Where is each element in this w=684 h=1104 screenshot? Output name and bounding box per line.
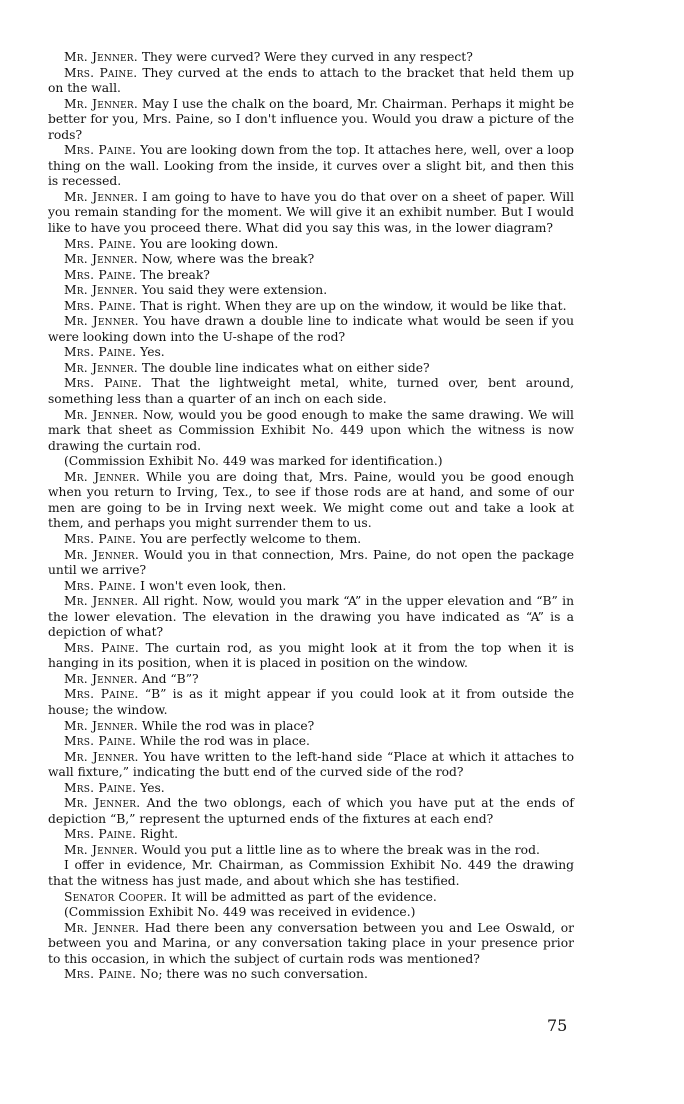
speech: While you are doing that, Mrs. Paine, would you be good enough when you return to Irving, Tex., to see if those rods are at hand, and some of our men are going to be in Irving next week. We might come out and take a look at them, and perhaps you might surrender them to us. [48, 469, 574, 531]
speech: Would you put a little line as to where the break was in the rod. [141, 842, 540, 857]
paragraph [48, 734, 574, 750]
speaker: Mrs. Paine. [64, 827, 137, 842]
paragraph [48, 905, 574, 921]
paragraph [48, 858, 574, 889]
speaker: Mr. Jenner. [64, 671, 138, 686]
speaker: Mrs. Paine. [64, 65, 138, 80]
speaker: Mrs. Paine. [64, 780, 137, 795]
speech: All right. Now, would you mark “A” in the upper elevation and “B” in the lower elevation. The elevation in the drawing you have indicated as “A” is a depiction of what? [48, 594, 574, 640]
speaker: Mr. Jenner. [64, 283, 138, 298]
paragraph [48, 967, 574, 983]
speech: You are perfectly welcome to them. [140, 531, 362, 546]
paragraph [48, 796, 574, 827]
paragraph [48, 827, 574, 843]
speaker: Mrs. Paine. [64, 578, 137, 593]
paragraph [48, 750, 574, 781]
speaker: Mr. Jenner. [64, 252, 138, 267]
paragraph [48, 361, 574, 377]
speaker: Mr. Jenner. [64, 189, 139, 204]
paragraph [48, 252, 574, 268]
speech: Had there been any conversation between you and Lee Oswald, or between you and Marina, or any conversation taking place in your presence prior to this occasion, in which the subject of curtain rods was mentioned? [48, 920, 575, 966]
speaker: Mr. Jenner. [64, 842, 138, 857]
paragraph [48, 470, 574, 532]
speech: They curved at the ends to attach to the bracket that held them up on the wall. [48, 65, 574, 96]
paragraph [48, 548, 574, 579]
speaker: Mr. Jenner. [64, 96, 139, 111]
speaker: Mrs. Paine. [64, 967, 137, 982]
speaker: Mrs. Paine. [64, 345, 137, 360]
speaker: Mrs. Paine. [64, 376, 142, 391]
speaker: Mr. Jenner. [64, 796, 141, 811]
speech: I won't even look, then. [140, 578, 287, 593]
speech: You said they were extension. [141, 283, 328, 298]
speech: I offer in evidence, Mr. Chairman, as Commission Exhibit No. 449 the drawing that the witness has just made, and about which she has testified. [48, 858, 574, 888]
speaker: Mrs. Paine. [64, 640, 139, 655]
paragraph [48, 641, 574, 672]
paragraph [48, 921, 574, 968]
paragraph [48, 890, 574, 906]
paragraph [48, 314, 574, 345]
speech: You have written to the left-hand side “Place at which it attaches to wall fixture,” indicating the butt end of the curved side of the rod? [48, 749, 574, 780]
speech: I am going to have to have you do that over on a sheet of paper. Will you remain standing for the moment. We will give it an exhibit number. But I would like to have you proceed there. What did you say this was, in the lower diagram? [48, 189, 574, 236]
paragraph [48, 283, 574, 299]
speaker: Mrs. Paine. [64, 734, 137, 749]
speaker: Mrs. Paine. [64, 236, 137, 251]
speech: That the lightweight metal, white, turned over, bent around, something less than a quarter of an inch on each side. [48, 376, 574, 407]
paragraph [48, 376, 574, 407]
paragraph [48, 66, 574, 97]
speech: You are looking down from the top. It attaches here, well, over a loop thing on the wall. Looking from the inside, it curves over a slight bit, and then this is recessed. [48, 143, 575, 189]
paragraph [48, 97, 574, 144]
speech: That is right. When they are up on the window, it would be like that. [140, 298, 567, 313]
speech: The curtain rod, as you might look at it from the top when it is hanging in its position, when it is placed in position on the window. [48, 640, 574, 671]
speech: And the two oblongs, each of which you have put at the ends of depiction “B,” represent the upturned ends of the fixtures at each end? [48, 796, 574, 826]
speech: May I use the chalk on the board, Mr. Chairman. Perhaps it might be better for you, Mrs. Paine, so I don't influence you. Would you draw a picture of the rods? [48, 96, 574, 142]
speech: The double line indicates what on either side? [141, 360, 430, 375]
speaker: Mr. Jenner. [64, 407, 139, 422]
paragraph [48, 687, 574, 718]
transcript-body [48, 50, 574, 983]
speaker: Mr. Jenner. [64, 920, 140, 935]
paragraph [48, 299, 574, 315]
speech: They were curved? Were they curved in any respect? [141, 50, 473, 64]
speaker: Mrs. Paine. [64, 531, 137, 546]
speech: While the rod was in place? [141, 718, 315, 733]
paragraph [48, 143, 574, 190]
paragraph [48, 594, 574, 641]
speech: You have drawn a double line to indicate what would be seen if you were looking down into the U-shape of the rod? [48, 314, 574, 344]
speaker: Senator Cooper. [64, 889, 168, 904]
speaker: Mr. Jenner. [64, 547, 139, 562]
paragraph [48, 672, 574, 688]
speech: Yes. [140, 345, 165, 360]
speech: No; there was no such conversation. [140, 967, 368, 982]
paragraph [48, 268, 574, 284]
paragraph [48, 579, 574, 595]
speech: Would you in that connection, Mrs. Paine, do not open the package until we arrive? [48, 547, 575, 578]
speaker: Mr. Jenner. [64, 469, 141, 484]
speaker: Mrs. Paine. [64, 143, 137, 158]
speaker: Mrs. Paine. [64, 298, 137, 313]
speech: You are looking down. [140, 236, 279, 251]
paragraph [48, 345, 574, 361]
paragraph [48, 843, 574, 859]
speech: While the rod was in place. [140, 734, 310, 749]
paragraph [48, 190, 574, 237]
paragraph [48, 237, 574, 253]
speaker: Mr. Jenner. [64, 314, 139, 329]
speech: (Commission Exhibit No. 449 was marked for identification.) [64, 454, 443, 469]
speech: And “B”? [141, 671, 199, 686]
speech: (Commission Exhibit No. 449 was received in evidence.) [64, 905, 416, 920]
speech: Now, would you be good enough to make the same drawing. We will mark that sheet as Commission Exhibit No. 449 upon which the witness is now drawing the curtain rod. [48, 407, 574, 453]
paragraph [48, 719, 574, 735]
speaker: Mr. Jenner. [64, 718, 138, 733]
paragraph [48, 50, 574, 66]
speech: Right. [140, 827, 178, 842]
paragraph [48, 532, 574, 548]
speaker: Mr. Jenner. [64, 360, 138, 375]
speaker: Mrs. Paine. [64, 687, 139, 702]
speech: Yes. [140, 780, 165, 795]
paragraph [48, 408, 574, 455]
speaker: Mr. Jenner. [64, 594, 139, 609]
speech: “B” is as it might appear if you could look at it from outside the house; the window. [48, 687, 574, 717]
speech: It will be admitted as part of the evidence. [171, 889, 437, 904]
speaker: Mr. Jenner. [64, 50, 138, 64]
page-number: 75 [547, 1016, 568, 1035]
paragraph [48, 454, 574, 470]
paragraph [48, 781, 574, 797]
speech: Now, where was the break? [141, 252, 315, 267]
speaker: Mr. Jenner. [64, 749, 139, 764]
speaker: Mrs. Paine. [64, 267, 137, 282]
speech: The break? [140, 267, 210, 282]
